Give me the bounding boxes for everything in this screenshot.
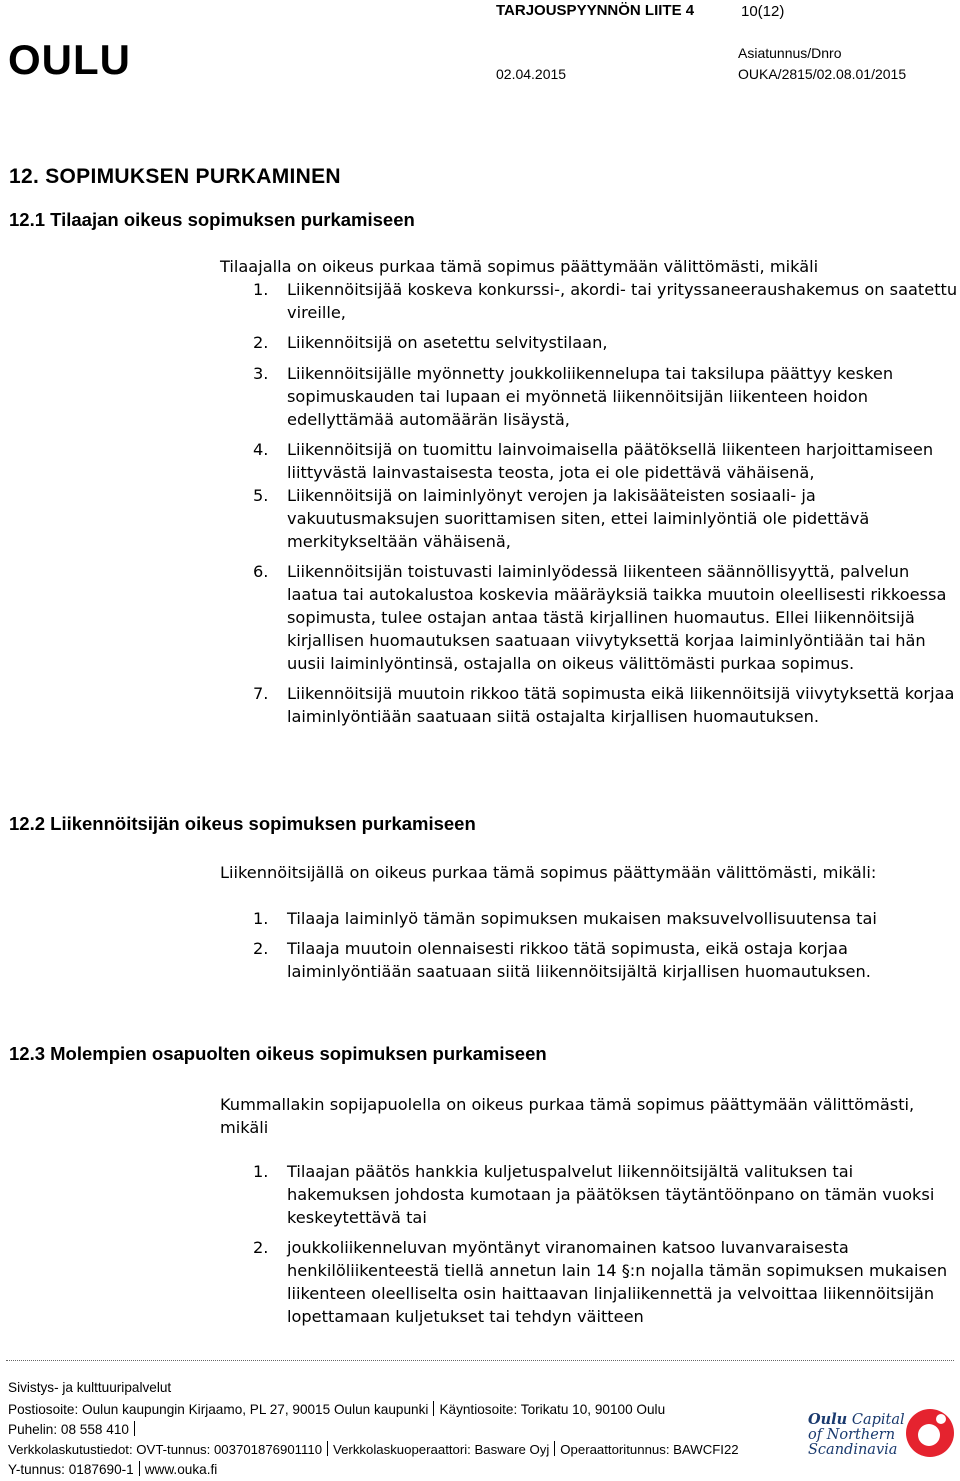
list-item: 2. joukkoliikenneluvan myöntänyt viranomainen katsoo luvanvaraisesta henkilöliikenteestä tiellä annetun lain 14 §:n nojalla tämän sopimuksen mukaisen liikenteen oleelliselta osin haittaavan linjaliikennettä ja velvoittaa liikennöitsijän lopettamaan kuljetukset tai tehdyn väitteen xyxy=(253,1238,948,1326)
website-link[interactable]: www.ouka.fi xyxy=(144,1462,218,1477)
list-item: 5. Liikennöitsijä on laiminlyönyt verojen ja lakisääteisten sosiaali- ja vakuutusmaksujen suorittamisen siten, ettei laiminlyöntiä ole pidettävä merkitykseltään vähäisenä, xyxy=(253,486,870,551)
reference-label: Asiatunnus/Dnro xyxy=(738,45,842,61)
section-intro: Kummallakin sopijapuolella on oikeus purkaa tämä sopimus päättymään välittömästi, mikäli xyxy=(220,1095,915,1137)
separator xyxy=(554,1441,555,1456)
page-number: 10(12) xyxy=(741,3,785,20)
footer-phone-line: Puhelin: 08 558 410 xyxy=(8,1420,788,1440)
list-item: 6. Liikennöitsijän toistuvasti laiminlyödessä liikenteen säännöllisyyttä, palvelun laatua tai autokalustoa koskevia määräyksiä taikka muutoin oleellisesti rikkoessa sopimusta, tulee ostajan antaa tästä kirjallinen huomautus. Ellei liikennöitsijä kirjallisen huomautuksen saatuaan viivytyksettä korjaa laiminlyöntiään tai hän uusii laiminlyöntinsä, ostajalla on oikeus välittömästi purkaa sopimus. xyxy=(253,562,947,673)
footer-id-line: Y-tunnus: 0187690-1 www.ouka.fi xyxy=(8,1462,218,1477)
list-item: 4. Liikennöitsijä on tuomittu lainvoimaisella päätöksellä liikenteen harjoittamiseen liittyvästä lainvastaisesta teosta, jota ei ole pidettävä vähäisenä, xyxy=(253,440,934,482)
numbered-list xyxy=(220,907,960,983)
section-heading: 12.2 Liikennöitsijän oikeus sopimuksen purkamiseen xyxy=(9,813,476,834)
separator xyxy=(139,1461,140,1476)
numbered-list xyxy=(220,278,960,728)
list-item: 1. Tilaaja laiminlyö tämän sopimuksen mukaisen maksuvelvollisuutensa tai xyxy=(253,909,877,928)
section-intro: Liikennöitsijällä on oikeus purkaa tämä sopimus päättymään välittömästi, mikäli: xyxy=(220,863,877,882)
section-intro: Tilaajalla on oikeus purkaa tämä sopimus päättymään välittömästi, mikäli xyxy=(220,257,819,276)
list-item: 3. Liikennöitsijälle myönnetty joukkoliikennelupa tai taksilupa päättyy kesken sopimuskauden tai lupaan ei myönnetä liikennöitsijän liikenteen hoidon edellyttämää automäärän lisäystä, xyxy=(253,364,894,429)
document-title: TARJOUSPYYNNÖN LIITE 4 xyxy=(496,2,695,19)
reference-number: OUKA/2815/02.08.01/2015 xyxy=(738,66,907,82)
separator xyxy=(327,1441,328,1456)
brand-text: Oulu Capital of Northern Scandinavia xyxy=(808,1411,905,1458)
list-item: 7. Liikennöitsijä muutoin rikkoo tätä sopimusta eikä liikennöitsijä viivytyksettä korjaa laiminlyöntiään saatuaan siitä ostajalta kirjallisen huomautuksen. xyxy=(253,684,955,726)
numbered-list xyxy=(220,1160,960,1328)
list-item: 1. Liikennöitsijää koskeva konkurssi-, akordi- tai yrityssaneeraushakemus on saatettu vireille, xyxy=(253,280,958,322)
footer-billing-line: Verkkolaskutustiedot: OVT-tunnus: 003701876901110 Verkkolaskuoperaattori: Basware Oyj Operaattoritunnus: BAWCFI22 xyxy=(8,1442,739,1457)
oulu-brand-logo-icon xyxy=(905,1408,955,1458)
footer-info xyxy=(8,1378,788,1480)
footer-department: Sivistys- ja kulttuuripalvelut xyxy=(8,1380,172,1395)
main-heading: 12. SOPIMUKSEN PURKAMINEN xyxy=(9,165,341,188)
oulu-logo: OULU xyxy=(8,36,131,83)
separator xyxy=(433,1401,434,1416)
list-item: 2. Tilaaja muutoin olennaisesti rikkoo tätä sopimusta, eikä ostaja korjaa laiminlyöntiään saatuaan siitä liikennöitsijältä kirjallisen huomautuksen. xyxy=(253,939,871,981)
section-heading: 12.1 Tilaajan oikeus sopimuksen purkamiseen xyxy=(9,209,415,230)
section-heading: 12.3 Molempien osapuolten oikeus sopimuksen purkamiseen xyxy=(9,1043,547,1064)
list-item: 2. Liikennöitsijä on asetettu selvitystilaan, xyxy=(253,333,608,352)
list-item: 1. Tilaajan päätös hankkia kuljetuspalvelut liikennöitsijältä valituksen tai hakemuksen johdosta kumotaan ja päätöksen täytäntöönpano on tämän vuoksi keskeytettävä tai xyxy=(253,1162,935,1227)
footer-divider xyxy=(6,1360,954,1361)
footer-address-line: Postiosoite: Oulun kaupungin Kirjaamo, PL 27, 90015 Oulun kaupunki Käyntiosoite: Torikatu 10, 90100 Oulu xyxy=(8,1402,666,1417)
separator xyxy=(134,1421,135,1436)
document-date: 02.04.2015 xyxy=(496,66,567,82)
